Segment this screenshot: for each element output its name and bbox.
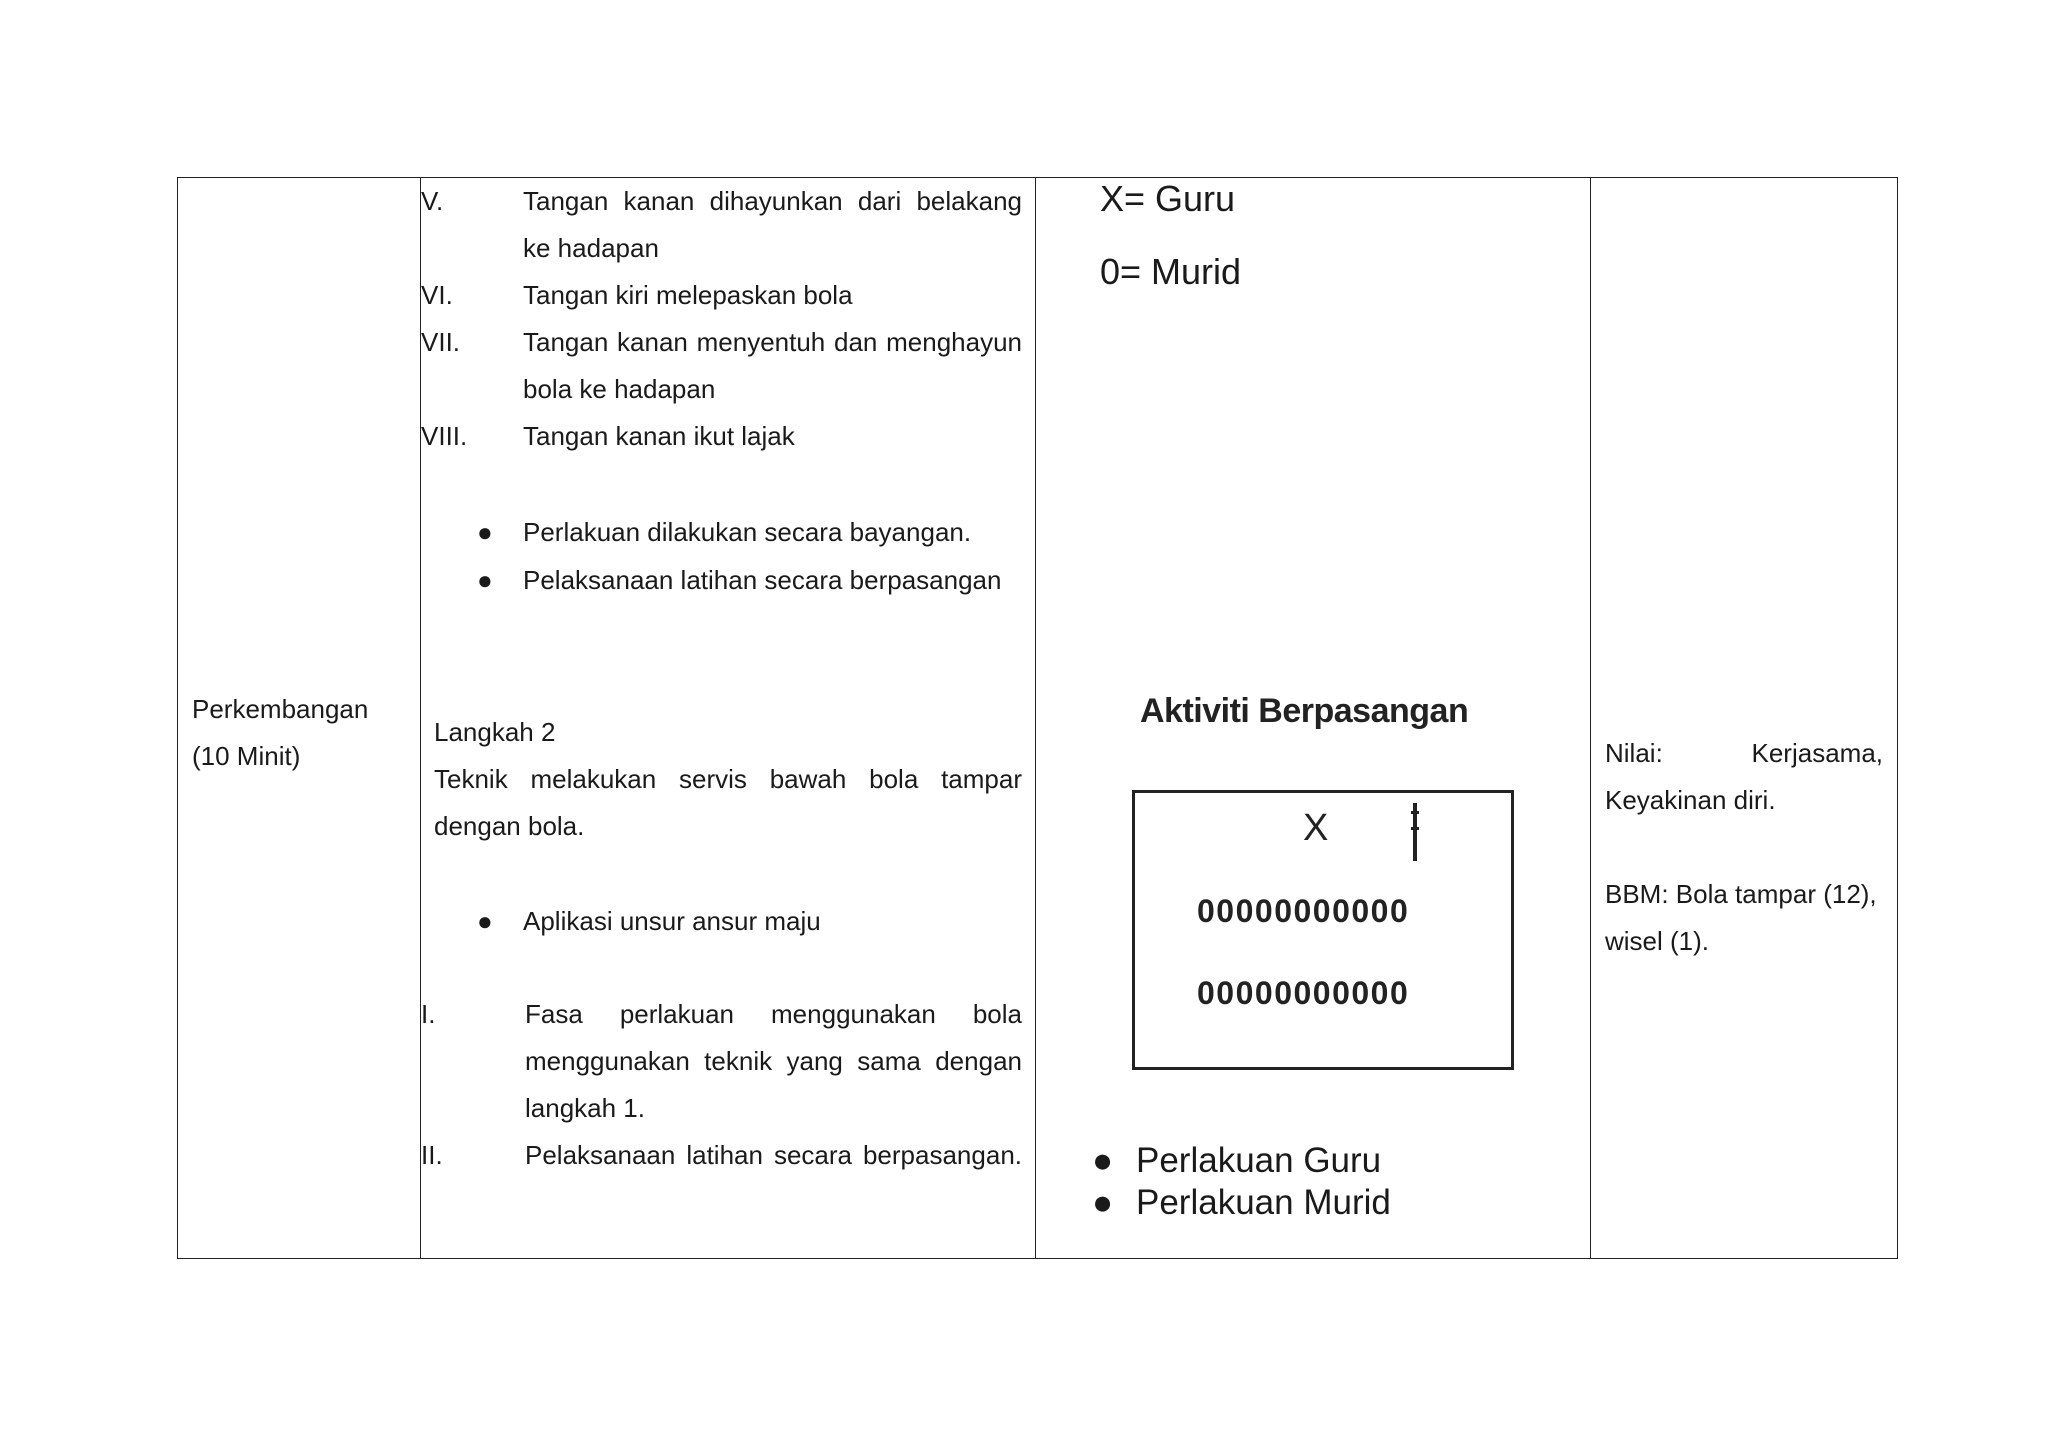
table-row: [178, 178, 1898, 1259]
values-line: [1605, 730, 1883, 777]
bullet-dot-icon: ●: [477, 906, 493, 936]
item-number: II.: [421, 1140, 443, 1170]
item-number: VII.: [421, 327, 461, 357]
list-item: [421, 991, 1035, 1132]
stage-duration: (10 Minit): [192, 741, 301, 771]
legend-student: 0= Murid: [1100, 251, 1242, 292]
bbm-text: BBM: Bola tampar (12), wisel (1).: [1605, 879, 1877, 956]
activity-steps: [421, 178, 1035, 1179]
bullet-text: Perlakuan Guru: [1136, 1141, 1382, 1180]
item-text: Tangan kiri melepaskan bola: [523, 280, 853, 310]
bullet-text: Perlakuan Murid: [1136, 1183, 1391, 1222]
step2-title: Langkah 2: [434, 717, 556, 747]
stage-name: Perkembangan: [192, 694, 369, 724]
diagram-title: Aktiviti Berpasangan: [1140, 692, 1469, 730]
bullet-text: Perlakuan dilakukan secara bayangan.: [523, 517, 972, 547]
list-item: [421, 178, 1035, 272]
student-row: 00000000000: [1197, 975, 1410, 1011]
item-text: Pelaksanaan latihan secara berpasangan.: [525, 1140, 1022, 1170]
student-row: 00000000000: [1197, 893, 1410, 929]
stage-label: [192, 686, 368, 780]
bullet-item: [1092, 1140, 1391, 1182]
item-text: Tangan kanan menyentuh dan menghayun bola ke hadapan: [523, 327, 1022, 404]
bullet-dot-icon: ●: [477, 517, 493, 547]
bullet-text: Pelaksanaan latihan secara berpasangan: [523, 565, 1002, 595]
values-rest: Keyakinan diri.: [1605, 785, 1776, 815]
list-item: [421, 272, 1035, 319]
values-label: Nilai:: [1605, 738, 1663, 768]
diagram-bullets: [1092, 1140, 1391, 1224]
values-first: Kerjasama,: [1751, 738, 1883, 768]
notes: [1605, 730, 1883, 965]
bullet-dot-icon: ●: [1092, 1141, 1114, 1180]
item-number: I.: [421, 999, 436, 1029]
lesson-plan-table: [177, 177, 1898, 1259]
bullet-dot-icon: ●: [477, 565, 493, 595]
teacher-mark: X: [1303, 807, 1329, 849]
legend-teacher: X= Guru: [1100, 178, 1236, 219]
item-number: VIII.: [421, 421, 468, 451]
step2-description: Teknik melakukan servis bawah bola tampar dengan bola.: [434, 764, 1022, 841]
notes-cell: [1591, 178, 1898, 1259]
list-item: [421, 413, 1035, 460]
bullet-item: [421, 556, 1035, 604]
bullet-item: [1092, 1182, 1391, 1224]
bullet-dot-icon: ●: [1092, 1183, 1114, 1222]
bullet-item: [421, 898, 1035, 945]
item-number: V.: [421, 186, 444, 216]
item-text: Fasa perlakuan menggunakan bola menggunakan teknik yang sama dengan langkah 1.: [525, 999, 1022, 1123]
item-number: VI.: [421, 280, 453, 310]
list-item: [421, 1132, 1035, 1179]
diagram-cell: [1036, 178, 1591, 1259]
bullet-item: [421, 508, 1035, 556]
item-text: Tangan kanan dihayunkan dari belakang ke hadapan: [523, 186, 1022, 263]
item-text: Tangan kanan ikut lajak: [523, 421, 795, 451]
activity-cell: [421, 178, 1036, 1259]
stage-cell: [178, 178, 421, 1259]
whistle-icon: [1411, 801, 1419, 863]
court-diagram: [1132, 790, 1514, 1070]
list-item: [421, 319, 1035, 413]
bullet-text: Aplikasi unsur ansur maju: [523, 906, 821, 936]
